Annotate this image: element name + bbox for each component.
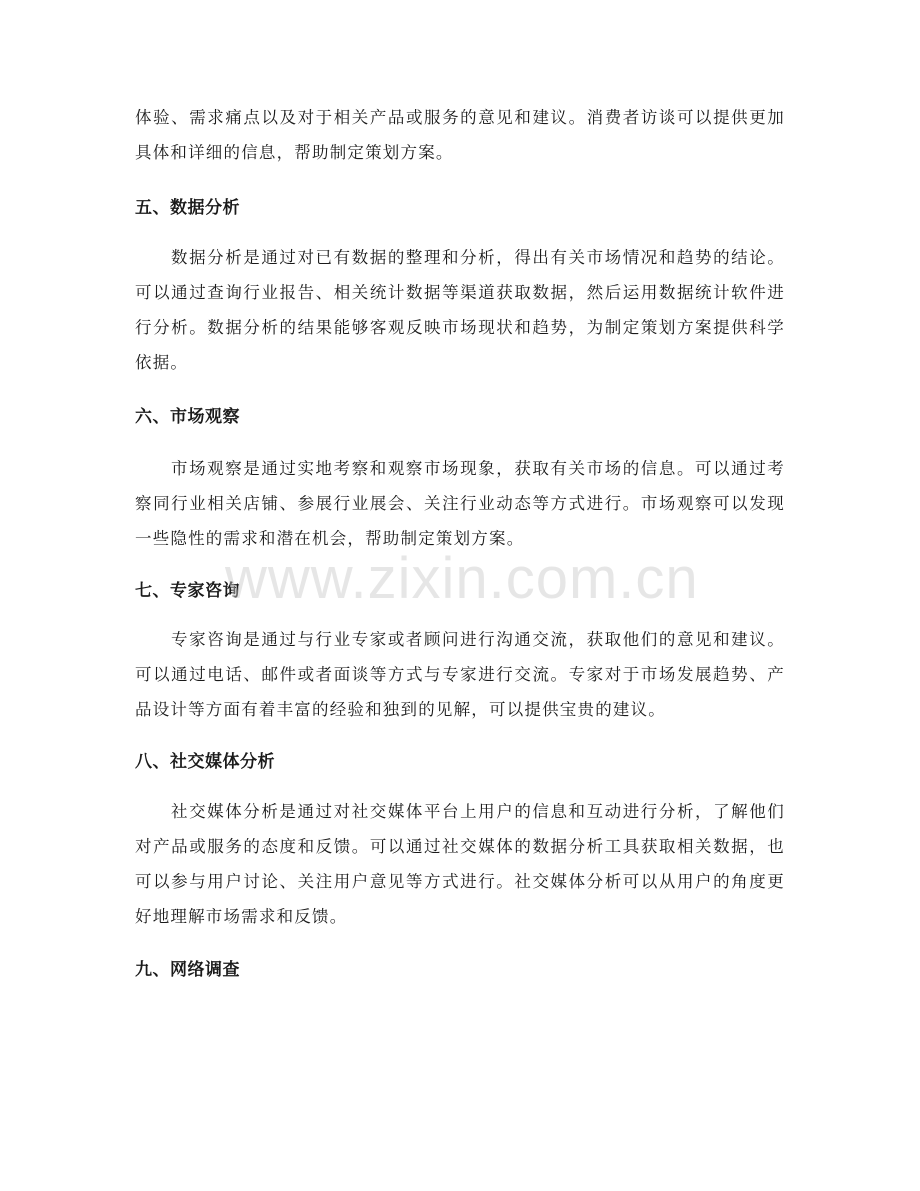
section-body-expert-consulting: 专家咨询是通过与行业专家或者顾问进行沟通交流，获取他们的意见和建议。可以通过电话、邮件或者面谈等方式与专家进行交流。专家对于市场发展趋势、产品设计等方面有着丰富的经验和独到的见解，可以提供宝贵的建议。 <box>135 630 785 719</box>
section-heading-data-analysis: 五、数据分析 <box>135 198 240 218</box>
section-heading-expert-consulting: 七、专家咨询 <box>135 581 240 601</box>
section-heading-market-observation: 六、市场观察 <box>135 407 240 427</box>
intro-paragraph: 体验、需求痛点以及对于相关产品或服务的意见和建议。消费者访谈可以提供更加具体和详细的信息，帮助制定策划方案。 <box>135 108 785 162</box>
section-body-market-observation: 市场观察是通过实地考察和观察市场现象，获取有关市场的信息。可以通过考察同行业相关店铺、参展行业展会、关注行业动态等方式进行。市场观察可以发现一些隐性的需求和潜在机会，帮助制定策划方案。 <box>135 459 785 548</box>
section-heading-social-media-analysis: 八、社交媒体分析 <box>135 752 275 772</box>
watermark: www.zixin.com.cn <box>225 546 699 611</box>
section-body-data-analysis: 数据分析是通过对已有数据的整理和分析，得出有关市场情况和趋势的结论。可以通过查询行业报告、相关统计数据等渠道获取数据，然后运用数据统计软件进行分析。数据分析的结果能够客观反映市场现状和趋势，为制定策划方案提供科学依据。 <box>135 248 785 372</box>
section-heading-online-survey: 九、网络调查 <box>135 960 240 980</box>
section-body-social-media-analysis: 社交媒体分析是通过对社交媒体平台上用户的信息和互动进行分析，了解他们对产品或服务的态度和反馈。可以通过社交媒体的数据分析工具获取相关数据，也可以参与用户讨论、关注用户意见等方式进行。社交媒体分析可以从用户的角度更好地理解市场需求和反馈。 <box>135 802 785 926</box>
